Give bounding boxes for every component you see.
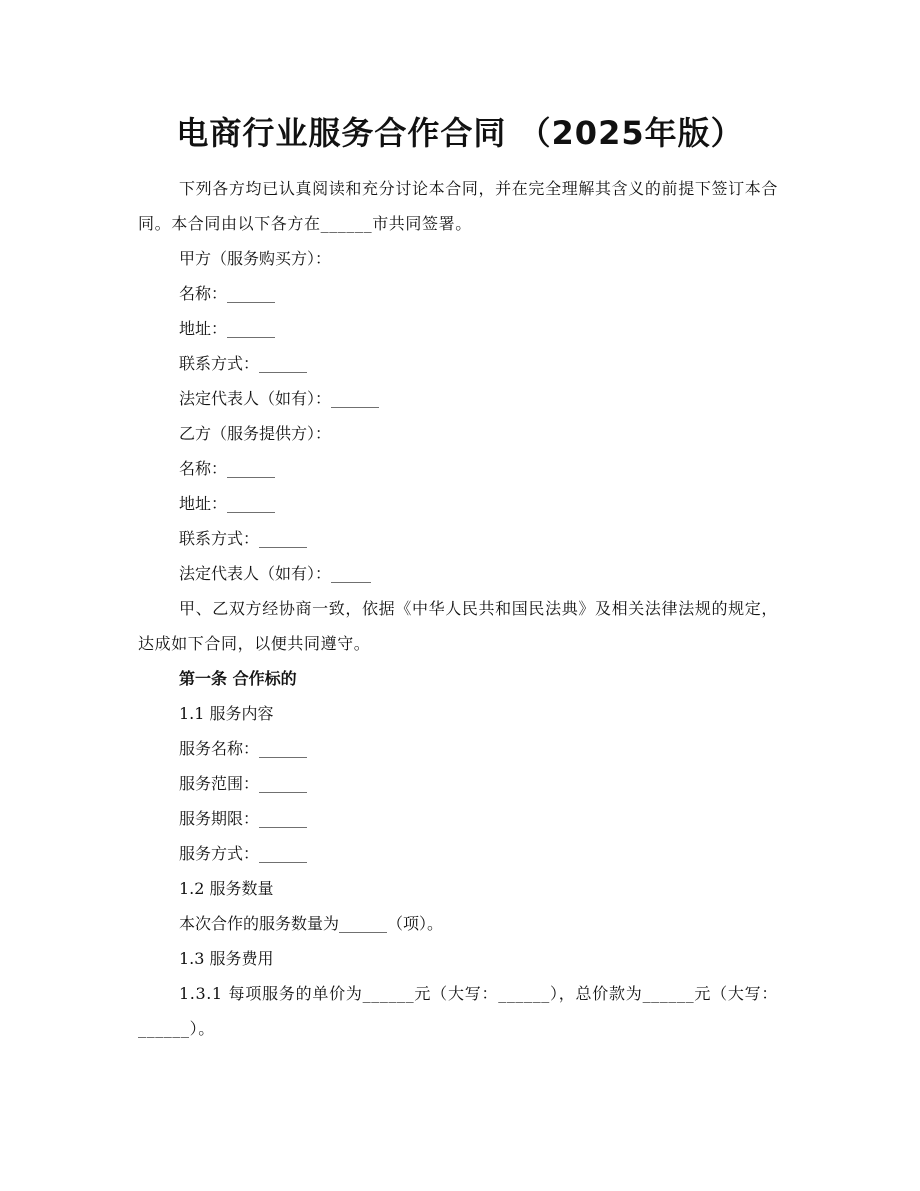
service-quantity-clause: 本次合作的服务数量为______（项）。 [179, 914, 444, 933]
party-b-address-field: 地址：______ [179, 494, 276, 513]
section-1-3-1-clause: 1.3.1 每项服务的单价为______元（大写：______），总价款为______元（大写：______）。 [138, 984, 778, 1038]
intro-paragraph: 下列各方均已认真阅读和充分讨论本合同，并在完全理解其含义的前提下签订本合同。本合同由以下各方在______市共同签署。 [138, 179, 778, 233]
service-name-field: 服务名称：______ [179, 739, 308, 758]
document-title: 电商行业服务合作合同 （2025年版） [176, 114, 744, 152]
party-a-name-field: 名称：______ [179, 284, 276, 303]
party-a-address-field: 地址：______ [179, 319, 276, 338]
party-b-heading: 乙方（服务提供方）： [179, 424, 332, 443]
document-body [138, 171, 778, 1046]
section-1-1-heading: 1.1 服务内容 [179, 704, 274, 723]
party-b-name-field: 名称：______ [179, 459, 276, 478]
service-term-field: 服务期限：______ [179, 809, 308, 828]
section-1-3-heading: 1.3 服务费用 [179, 949, 274, 968]
service-method-field: 服务方式：______ [179, 844, 308, 863]
service-scope-field: 服务范围：______ [179, 774, 308, 793]
article-1-heading: 第一条 合作标的 [179, 669, 297, 688]
party-b-contact-field: 联系方式：______ [179, 529, 308, 548]
agreement-paragraph: 甲、乙双方经协商一致，依据《中华人民共和国民法典》及相关法律法规的规定，达成如下合同，以便共同遵守。 [138, 599, 778, 653]
party-a-heading: 甲方（服务购买方）： [179, 249, 332, 268]
party-a-contact-field: 联系方式：______ [179, 354, 308, 373]
section-1-2-heading: 1.2 服务数量 [179, 879, 274, 898]
party-a-representative-field: 法定代表人（如有）：______ [179, 389, 380, 408]
party-b-representative-field: 法定代表人（如有）：_____ [179, 564, 372, 583]
